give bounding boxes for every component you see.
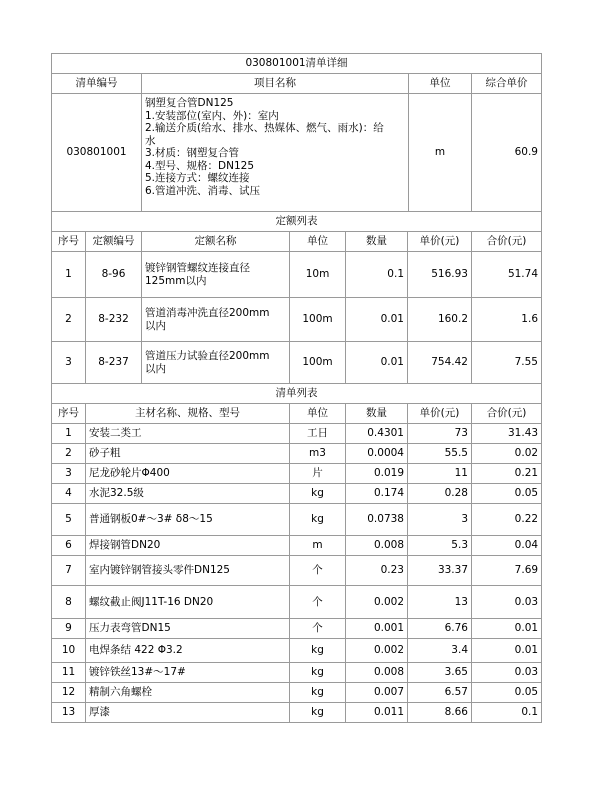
material-qty: 0.23 — [346, 556, 408, 586]
quota-table — [51, 211, 542, 384]
material-unit: kg — [290, 703, 346, 723]
material-unit: 片 — [290, 464, 346, 484]
quota-header-qty: 数量 — [346, 232, 408, 252]
item-unit: m — [409, 94, 472, 212]
material-name: 室内镀锌钢管接头零件DN125 — [86, 556, 290, 586]
quota-unit: 100m — [290, 298, 346, 342]
material-price: 6.57 — [408, 683, 472, 703]
material-name: 普通钢板0#～3# δ8～15 — [86, 504, 290, 536]
material-qty: 0.0738 — [346, 504, 408, 536]
material-total: 0.02 — [472, 444, 542, 464]
quota-total: 51.74 — [472, 252, 542, 298]
material-row — [52, 619, 542, 639]
item-desc-line: 钢塑复合管DN125 — [145, 97, 234, 109]
quota-name-line: 管道压力试验直径200mm — [145, 349, 270, 362]
quota-name-line: 管道消毒冲洗直径200mm — [145, 306, 270, 319]
quota-qty: 0.01 — [346, 298, 408, 342]
material-unit: 工日 — [290, 424, 346, 444]
item-desc-line: 水 — [145, 134, 156, 147]
material-price: 3.4 — [408, 639, 472, 663]
quota-name — [142, 298, 290, 342]
quota-code: 8-96 — [86, 252, 142, 298]
header-item-price: 综合单价 — [472, 74, 542, 94]
material-price: 8.66 — [408, 703, 472, 723]
material-price: 0.28 — [408, 484, 472, 504]
material-header-price: 单价(元) — [408, 404, 472, 424]
material-price: 5.3 — [408, 536, 472, 556]
material-total: 0.04 — [472, 536, 542, 556]
item-price: 60.9 — [472, 94, 542, 212]
item-desc-line: 2.输送介质(给水、排水、热媒体、燃气、雨水)：给 — [145, 122, 384, 134]
quota-code: 8-232 — [86, 298, 142, 342]
material-no: 2 — [52, 444, 86, 464]
material-price: 3 — [408, 504, 472, 536]
quota-total: 1.6 — [472, 298, 542, 342]
quota-no: 3 — [52, 342, 86, 384]
item-desc-line: 1.安装部位(室内、外)：室内 — [145, 109, 279, 122]
item-desc-line: 5.连接方式：螺纹连接 — [145, 172, 250, 184]
material-no: 6 — [52, 536, 86, 556]
quota-qty: 0.01 — [346, 342, 408, 384]
material-unit: 个 — [290, 619, 346, 639]
quota-header-no: 序号 — [52, 232, 86, 252]
material-total: 0.21 — [472, 464, 542, 484]
quota-header-price: 单价(元) — [408, 232, 472, 252]
page-title: 030801001清单详细 — [52, 54, 542, 74]
quota-price: 516.93 — [408, 252, 472, 298]
item-desc-line: 3.材质：钢塑复合管 — [145, 147, 240, 159]
material-section-title: 清单列表 — [52, 384, 542, 404]
item-code: 030801001 — [52, 94, 142, 212]
material-price: 3.65 — [408, 663, 472, 683]
quota-name-line: 以内 — [145, 319, 166, 332]
quota-header-unit: 单位 — [290, 232, 346, 252]
material-header-no: 序号 — [52, 404, 86, 424]
material-unit: kg — [290, 504, 346, 536]
material-name: 焊接钢管DN20 — [86, 536, 290, 556]
material-name: 安装二类工 — [86, 424, 290, 444]
quota-header-name: 定额名称 — [142, 232, 290, 252]
material-unit: m3 — [290, 444, 346, 464]
material-name: 螺纹截止阀J11T-16 DN20 — [86, 586, 290, 619]
material-qty: 0.011 — [346, 703, 408, 723]
quota-name — [142, 252, 290, 298]
material-unit: kg — [290, 484, 346, 504]
material-qty: 0.008 — [346, 536, 408, 556]
material-unit: 个 — [290, 556, 346, 586]
header-item-unit: 单位 — [409, 74, 472, 94]
material-name: 精制六角螺栓 — [86, 683, 290, 703]
material-unit: m — [290, 536, 346, 556]
quota-qty: 0.1 — [346, 252, 408, 298]
material-name: 电焊条结 422 Φ3.2 — [86, 639, 290, 663]
item-description — [142, 94, 409, 212]
item-desc-line: 6.管道冲洗、消毒、试压 — [145, 184, 261, 197]
quota-row — [52, 252, 542, 298]
material-rows — [52, 424, 542, 723]
material-row — [52, 586, 542, 619]
material-total: 0.05 — [472, 484, 542, 504]
item-desc-line: 4.型号、规格：DN125 — [145, 159, 254, 172]
material-no: 11 — [52, 663, 86, 683]
quota-unit: 10m — [290, 252, 346, 298]
material-no: 3 — [52, 464, 86, 484]
material-qty: 0.174 — [346, 484, 408, 504]
quota-name-line: 镀锌钢管螺纹连接直径 — [145, 261, 250, 274]
quota-no: 1 — [52, 252, 86, 298]
material-no: 13 — [52, 703, 86, 723]
material-row — [52, 683, 542, 703]
material-total: 0.22 — [472, 504, 542, 536]
material-price: 11 — [408, 464, 472, 484]
material-no: 10 — [52, 639, 86, 663]
material-total: 0.05 — [472, 683, 542, 703]
material-row — [52, 444, 542, 464]
material-name: 砂子粗 — [86, 444, 290, 464]
quota-price: 160.2 — [408, 298, 472, 342]
material-qty: 0.008 — [346, 663, 408, 683]
quota-header-total: 合价(元) — [472, 232, 542, 252]
material-total: 0.03 — [472, 663, 542, 683]
material-unit: 个 — [290, 586, 346, 619]
material-header-unit: 单位 — [290, 404, 346, 424]
material-price: 6.76 — [408, 619, 472, 639]
quota-code: 8-237 — [86, 342, 142, 384]
quota-no: 2 — [52, 298, 86, 342]
material-row — [52, 484, 542, 504]
material-no: 7 — [52, 556, 86, 586]
material-header-qty: 数量 — [346, 404, 408, 424]
material-total: 7.69 — [472, 556, 542, 586]
material-row — [52, 639, 542, 663]
quota-row — [52, 298, 542, 342]
material-qty: 0.4301 — [346, 424, 408, 444]
material-row — [52, 424, 542, 444]
material-name: 压力表弯管DN15 — [86, 619, 290, 639]
material-qty: 0.001 — [346, 619, 408, 639]
material-total: 0.01 — [472, 619, 542, 639]
material-row — [52, 504, 542, 536]
material-total: 0.01 — [472, 639, 542, 663]
material-no: 12 — [52, 683, 86, 703]
material-name: 水泥32.5级 — [86, 484, 290, 504]
material-row — [52, 703, 542, 723]
quota-row — [52, 342, 542, 384]
material-no: 8 — [52, 586, 86, 619]
material-price: 33.37 — [408, 556, 472, 586]
quota-name — [142, 342, 290, 384]
material-qty: 0.002 — [346, 639, 408, 663]
quota-price: 754.42 — [408, 342, 472, 384]
material-table — [51, 383, 542, 723]
header-item-code: 清单编号 — [52, 74, 142, 94]
material-unit: kg — [290, 663, 346, 683]
material-qty: 0.0004 — [346, 444, 408, 464]
quota-name-line: 125mm以内 — [145, 274, 207, 287]
material-row — [52, 536, 542, 556]
quota-header-code: 定额编号 — [86, 232, 142, 252]
material-total: 31.43 — [472, 424, 542, 444]
material-price: 13 — [408, 586, 472, 619]
material-total: 0.03 — [472, 586, 542, 619]
material-qty: 0.007 — [346, 683, 408, 703]
quota-name-line: 以内 — [145, 362, 166, 375]
quota-section-title: 定额列表 — [52, 212, 542, 232]
material-header-name: 主材名称、规格、型号 — [86, 404, 290, 424]
quota-unit: 100m — [290, 342, 346, 384]
material-no: 9 — [52, 619, 86, 639]
material-total: 0.1 — [472, 703, 542, 723]
quota-total: 7.55 — [472, 342, 542, 384]
material-unit: kg — [290, 683, 346, 703]
material-name: 厚漆 — [86, 703, 290, 723]
material-name: 尼龙砂轮片Φ400 — [86, 464, 290, 484]
material-price: 73 — [408, 424, 472, 444]
material-row — [52, 464, 542, 484]
material-unit: kg — [290, 639, 346, 663]
material-no: 5 — [52, 504, 86, 536]
material-qty: 0.019 — [346, 464, 408, 484]
material-qty: 0.002 — [346, 586, 408, 619]
material-name: 镀锌铁丝13#～17# — [86, 663, 290, 683]
material-row — [52, 663, 542, 683]
header-item-name: 项目名称 — [142, 74, 409, 94]
material-header-total: 合价(元) — [472, 404, 542, 424]
material-no: 4 — [52, 484, 86, 504]
material-row — [52, 556, 542, 586]
material-price: 55.5 — [408, 444, 472, 464]
material-no: 1 — [52, 424, 86, 444]
bill-item-table — [51, 53, 542, 212]
